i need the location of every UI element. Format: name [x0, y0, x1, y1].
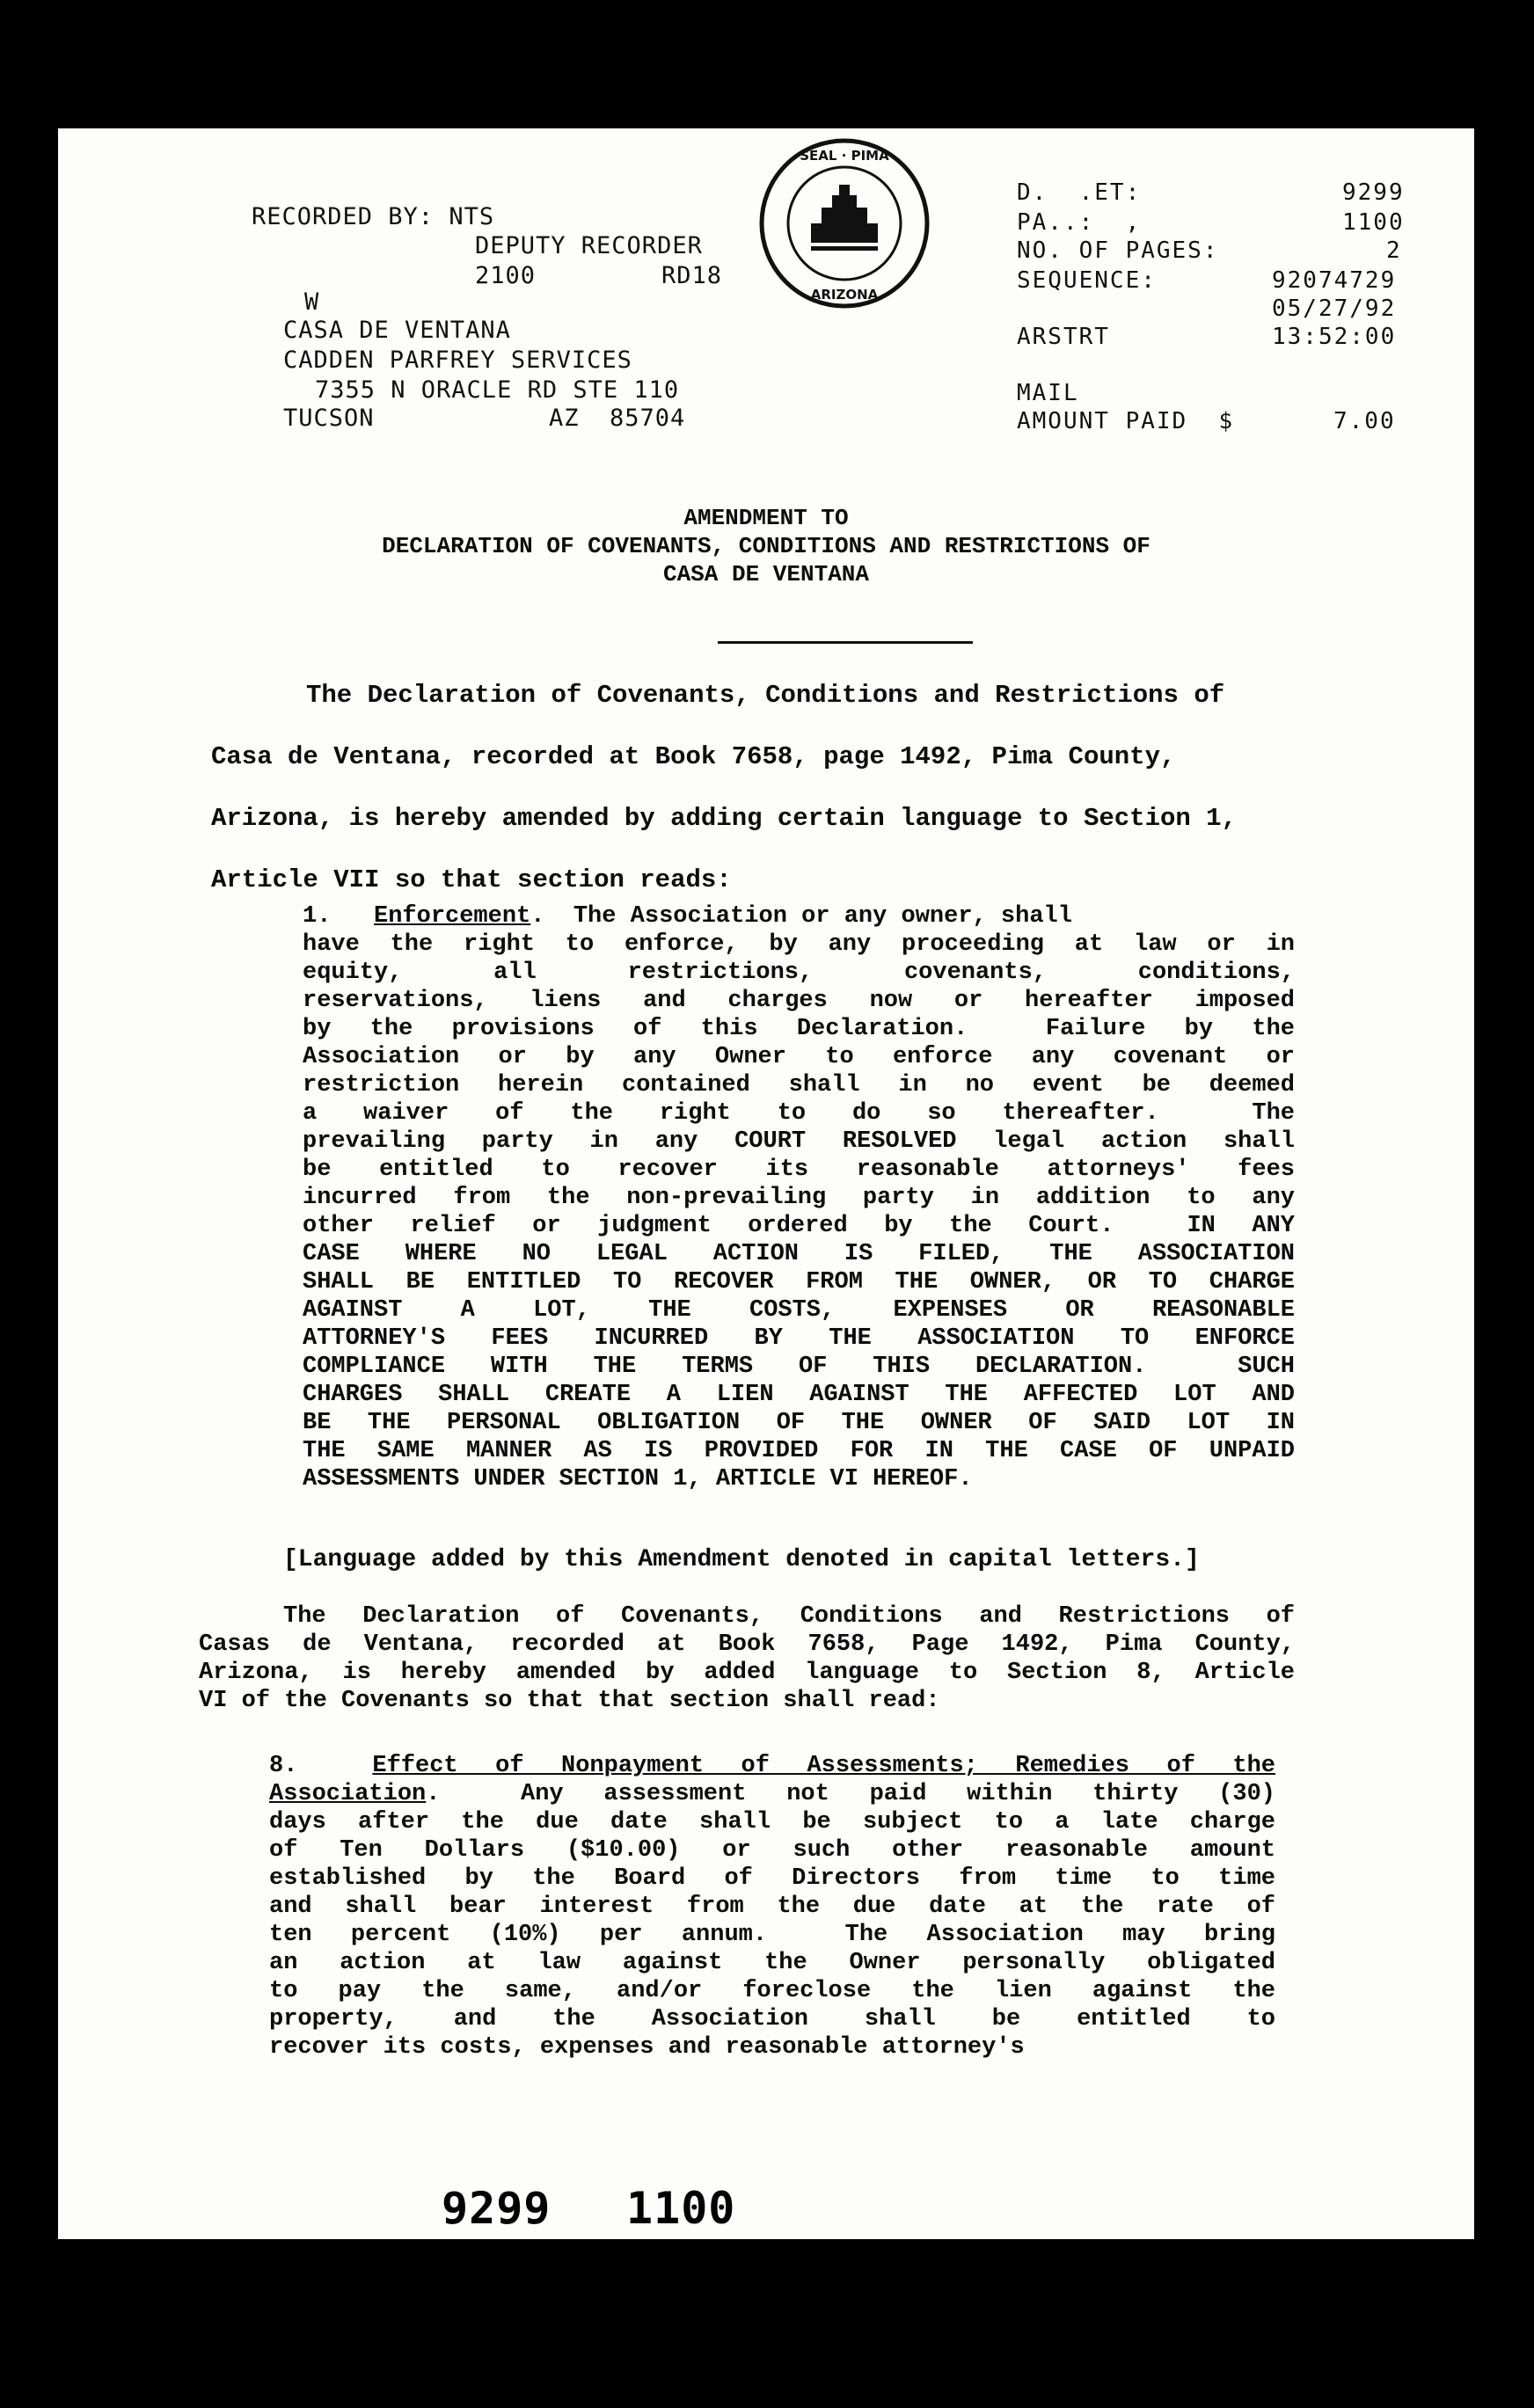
recording-label: SEQUENCE: [1017, 267, 1157, 294]
addressee-state-zip: AZ 85704 [549, 405, 686, 432]
svg-text:SEAL · PIMA: SEAL · PIMA [800, 148, 889, 164]
intro-line: The Declaration of Covenants, Conditions and Restrictions of [306, 681, 1225, 710]
section-1-line: CHARGES SHALL CREATE A LIEN AGAINST THE AFFECTED LOT AND [303, 1382, 1295, 1408]
second-intro-paragraph [199, 1602, 1295, 1715]
county-seal-icon [758, 137, 931, 310]
section-1-first-line [303, 902, 1295, 930]
section-8-line: an action at law against the Owner personally obligated [269, 1950, 1275, 1976]
section-8-line: and shall bear interest from the due date at the rate of [269, 1894, 1275, 1920]
section-1-line: THE SAME MANNER AS IS PROVIDED FOR IN THE CASE OF UNPAID [303, 1438, 1295, 1464]
second-intro-line: Casas de Ventana, recorded at Book 7658, Page 1492, Pima County, [199, 1631, 1295, 1658]
second-intro-line: The Declaration of Covenants, Conditions and Restrictions of [283, 1603, 1295, 1630]
recording-value: 13:52:00 [1272, 324, 1397, 350]
footer-page-number: 1100 [626, 2183, 736, 2234]
recording-label: MAIL [1017, 380, 1079, 406]
section-1-first-line-text: . The Association or any owner, shall [530, 903, 1072, 930]
intro-line: Arizona, is hereby amended by adding certain language to Section 1, [211, 804, 1237, 833]
document-title-line-1: AMENDMENT TO [683, 505, 849, 531]
title-rule [718, 641, 973, 644]
section-1-line: prevailing party in any COURT RESOLVED legal action shall [303, 1128, 1295, 1155]
addressee-city: TUCSON [283, 405, 375, 432]
recorder-code-right: RD18 [661, 262, 723, 289]
document-title-line-3: CASA DE VENTANA [662, 561, 870, 587]
addressee-line-2: CADDEN PARFREY SERVICES [283, 347, 632, 374]
section-1-line: restriction herein contained shall in no event be deemed [303, 1072, 1295, 1098]
section-1-line: equity, all restrictions, covenants, conditions, [303, 960, 1295, 986]
deputy-recorder: DEPUTY RECORDER [475, 232, 703, 259]
section-number: 8. [269, 1753, 298, 1779]
recording-value: 92074729 [1272, 267, 1397, 294]
recorder-code-left: 2100 [475, 262, 537, 289]
section-1-line: by the provisions of this Declaration. Failure by the [303, 1016, 1295, 1042]
section-1-line: other relief or judgment ordered by the Court. IN ANY [303, 1213, 1295, 1239]
section-8-nonpayment [269, 1752, 1275, 2061]
scan-border-top [0, 0, 1534, 128]
section-8-second-line-text: . Any assessment not paid within thirty (30) [426, 1781, 1275, 1807]
section-8-line: ten percent (10%) per annum. The Association may bring [269, 1922, 1275, 1948]
document-title-line-2: DECLARATION OF COVENANTS, CONDITIONS AND RESTRICTIONS OF [382, 533, 1150, 559]
section-1-line: CASE WHERE NO LEGAL ACTION IS FILED, THE ASSOCIATION [303, 1241, 1295, 1267]
section-8-line: property, and the Association shall be entitled to [269, 2006, 1275, 2032]
document-page [58, 128, 1474, 2239]
recording-value: 9299 [1342, 179, 1405, 206]
section-1-line: AGAINST A LOT, THE COSTS, EXPENSES OR REASONABLE [303, 1297, 1295, 1324]
section-8-line: to pay the same, and/or foreclose the lien against the [269, 1978, 1275, 2004]
section-1-line: BE THE PERSONAL OBLIGATION OF THE OWNER OF SAID LOT IN [303, 1410, 1295, 1436]
section-heading: Enforcement [374, 903, 531, 930]
footer-docket-number: 9299 [442, 2183, 552, 2234]
recording-label: AMOUNT PAID $ [1017, 408, 1235, 434]
section-1-line: be entitled to recover its reasonable attorneys' fees [303, 1157, 1295, 1183]
addressee-line-3: 7355 N ORACLE RD STE 110 [315, 376, 680, 404]
section-1-line: COMPLIANCE WITH THE TERMS OF THIS DECLARATION. SUCH [303, 1354, 1295, 1380]
intro-paragraph [211, 665, 1237, 911]
section-1-line: have the right to enforce, by any proceeding at law or in [303, 931, 1295, 958]
section-1-line: incurred from the non-prevailing party in addition to any [303, 1185, 1295, 1211]
section-8-line: recover its costs, expenses and reasonable attorney's [269, 2034, 1025, 2061]
second-intro-line: VI of the Covenants so that that section shall read: [199, 1688, 940, 1714]
section-number: 1. [303, 903, 332, 930]
section-1-line: Association or by any Owner to enforce any covenant or [303, 1044, 1295, 1070]
section-heading: Effect of Nonpayment of Assessments; Remedies of the [372, 1753, 1275, 1779]
section-1-line: ATTORNEY'S FEES INCURRED BY THE ASSOCIATION TO ENFORCE [303, 1325, 1295, 1352]
section-8-line: established by the Board of Directors from time to time [269, 1865, 1275, 1892]
section-8-heading-line [269, 1752, 1275, 1780]
amendment-note: [Language added by this Amendment denoted in capital letters.] [283, 1546, 1200, 1573]
recording-label: NO. OF PAGES: [1017, 237, 1219, 264]
recording-label: PA..: , [1017, 209, 1142, 236]
recorded-by: RECORDED BY: NTS [252, 203, 495, 230]
section-1-line: SHALL BE ENTITLED TO RECOVER FROM THE OWNER, OR TO CHARGE [303, 1269, 1295, 1295]
section-heading-continued: Association [269, 1781, 427, 1807]
section-8-line: of Ten Dollars ($10.00) or such other reasonable amount [269, 1837, 1275, 1864]
recording-value: 1100 [1342, 209, 1405, 236]
recording-label: ARSTRT [1017, 324, 1110, 350]
recording-value: 2 [1386, 237, 1402, 264]
intro-line: Article VII so that section reads: [211, 865, 732, 894]
recorder-flag: W [304, 288, 320, 316]
section-1-line: a waiver of the right to do so thereafter. The [303, 1100, 1295, 1127]
recording-value: 7.00 [1333, 408, 1396, 434]
section-1-line: reservations, liens and charges now or hereafter imposed [303, 988, 1295, 1014]
svg-text:ARIZONA: ARIZONA [810, 287, 879, 303]
section-1-enforcement [303, 902, 1295, 1493]
recording-label: D. .ET: [1017, 179, 1142, 206]
section-1-line: ASSESSMENTS UNDER SECTION 1, ARTICLE VI HEREOF. [303, 1466, 973, 1492]
section-8-second-line [269, 1780, 1275, 1808]
addressee-line-1: CASA DE VENTANA [283, 317, 511, 344]
intro-line: Casa de Ventana, recorded at Book 7658, page 1492, Pima County, [211, 742, 1176, 771]
recording-value: 05/27/92 [1272, 296, 1397, 322]
section-8-line: days after the due date shall be subject to a late charge [269, 1809, 1275, 1835]
second-intro-line: Arizona, is hereby amended by added language to Section 8, Article [199, 1660, 1295, 1686]
